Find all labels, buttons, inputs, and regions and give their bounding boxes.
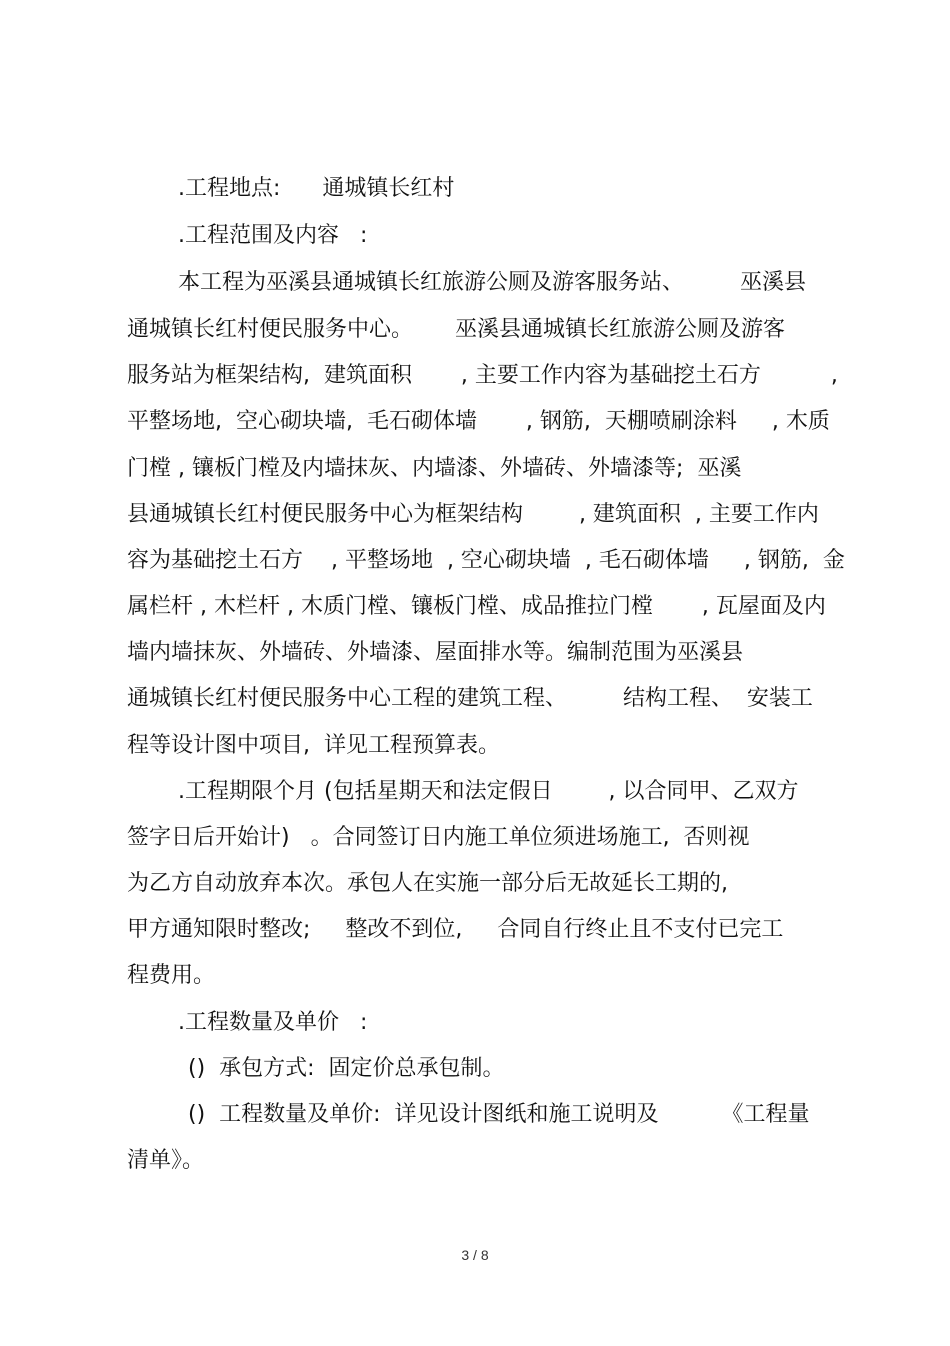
- text-line: 通城镇长红村便民服务中心工程的建筑工程、 结构工程、 安装工: [127, 686, 813, 711]
- text-line: 程费用。: [127, 963, 216, 988]
- text-line: 墙内墙抹灰、外墙砖、外墙漆、屋面排水等。编制范围为巫溪县: [127, 640, 744, 665]
- text-line: 程等设计图中项目, 详见工程预算表。: [127, 733, 500, 758]
- text-line-location: .工程地点: 通城镇长红村: [178, 176, 455, 201]
- text-line: 通城镇长红村便民服务中心。 巫溪县通城镇长红旅游公厕及游客: [127, 317, 785, 342]
- text-line: 属栏杆 , 木栏杆 , 木质门樘、镶板门樘、成品推拉门樘 , 瓦屋面及内: [127, 594, 826, 619]
- text-line: 本工程为巫溪县通城镇长红旅游公厕及游客服务站、 巫溪县: [178, 270, 806, 295]
- text-line: 甲方通知限时整改; 整改不到位, 合同自行终止且不支付已完工: [127, 917, 784, 942]
- text-line: 容为基础挖土石方 , 平整场地 , 空心砌块墙 , 毛石砌体墙 , 钢筋, 金: [127, 548, 845, 573]
- text-line-quantity-heading: .工程数量及单价 :: [178, 1010, 368, 1035]
- text-line: 签字日后开始计) 。合同签订日内施工单位须进场施工, 否则视: [127, 825, 750, 850]
- text-line-duration: .工程期限个月 (包括星期天和法定假日 , 以合同甲、乙双方: [178, 779, 799, 804]
- text-line: 平整场地, 空心砌块墙, 毛石砌体墙 , 钢筋, 天棚喷刷涂料 , 木质: [127, 409, 830, 434]
- text-line: 服务站为框架结构, 建筑面积 , 主要工作内容为基础挖土石方 ,: [127, 363, 838, 388]
- text-line: 为乙方自动放弃本次。承包人在实施一部分后无故延长工期的,: [127, 871, 728, 896]
- text-line-scope-heading: .工程范围及内容 :: [178, 223, 368, 248]
- text-line: 县通城镇长红村便民服务中心为框架结构 , 建筑面积 , 主要工作内: [127, 502, 819, 527]
- text-line: 清单》。: [127, 1148, 205, 1173]
- text-line-contract-method: () 承包方式: 固定价总承包制。: [188, 1056, 505, 1081]
- text-line-quantity-price: () 工程数量及单价: 详见设计图纸和施工说明及 《工程量: [188, 1102, 810, 1127]
- text-line: 门樘 , 镶板门樘及内墙抹灰、内墙漆、外墙砖、外墙漆等; 巫溪: [127, 456, 742, 481]
- page-number: 3 / 8: [461, 1247, 489, 1263]
